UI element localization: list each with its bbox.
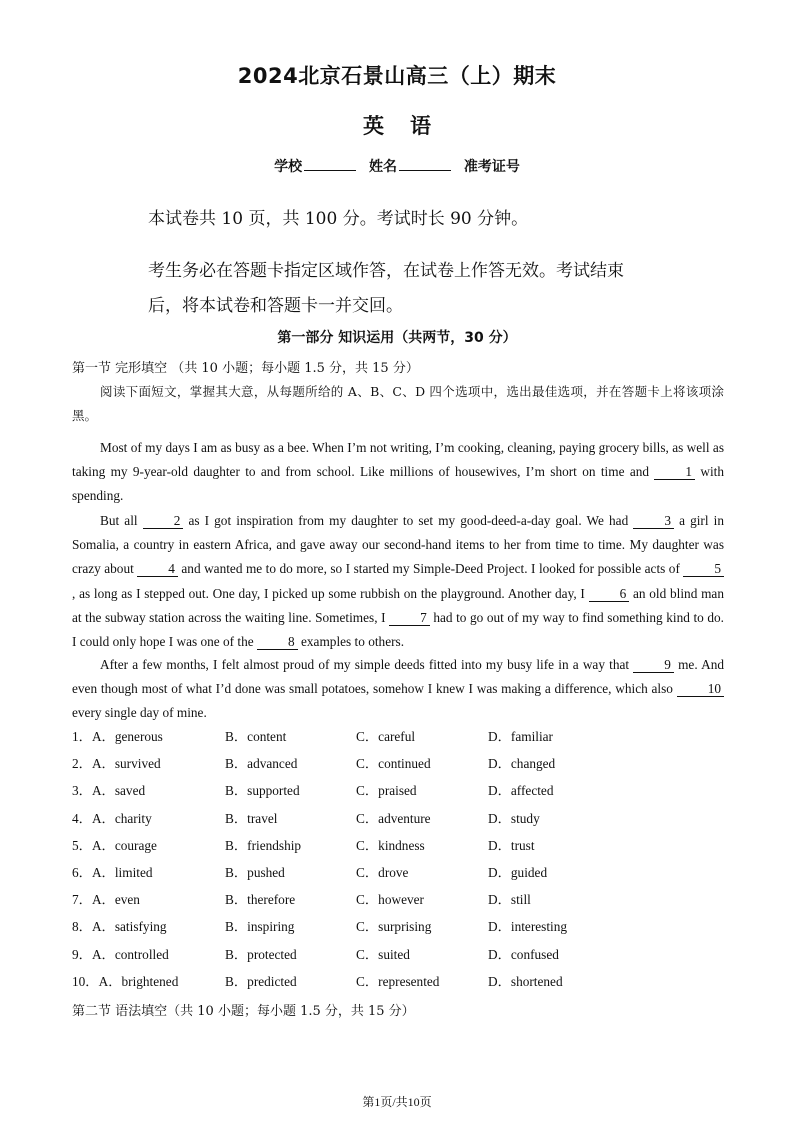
option-c: C．however <box>356 892 424 908</box>
school-label: 学校 <box>274 159 303 175</box>
option-c: C．represented <box>356 973 440 989</box>
option-c: C．surprising <box>356 919 432 935</box>
option-a: 1．A．generous <box>72 729 163 744</box>
option-c: C．praised <box>356 783 417 799</box>
option-row-7 <box>72 889 732 916</box>
option-a: 7．A．even <box>72 892 140 908</box>
option-c: C．suited <box>356 946 410 962</box>
option-row-9 <box>72 944 732 971</box>
option-d: D．still <box>488 892 531 908</box>
part1-title: 第一部分 知识运用（共两节，30 分） <box>277 330 517 346</box>
option-a: 2．A．survived <box>72 756 161 772</box>
blank-4: 4 <box>137 562 178 577</box>
notice-line-2: 考生务必在答题卡指定区域作答，在试卷上作答无效。考试结束 <box>148 261 624 281</box>
option-b: B．protected <box>225 946 297 962</box>
blank-10: 10 <box>677 682 724 697</box>
option-a: 5．A．courage <box>72 837 157 853</box>
notice-line-1: 本试卷共 10 页，共 100 分。考试时长 90 分钟。 <box>148 209 529 229</box>
option-d: D．trust <box>488 837 535 853</box>
name-label: 姓名 <box>369 159 397 175</box>
option-b: B．travel <box>225 810 278 826</box>
blank-5: 5 <box>683 562 724 577</box>
blank-2: 2 <box>143 514 184 529</box>
blank-9: 9 <box>633 658 674 673</box>
passage-paragraph-1: Most of my days I am as busy as a bee. When I’m not writing, I’m cooking, cleaning, paying grocery bills, as well as taking my 9-year-old daughter to and from school. Like millions of housewives, I’m short on time and 1 with spending. <box>72 440 724 504</box>
student-info-fields <box>0 156 794 176</box>
blank-7: 7 <box>389 611 430 626</box>
option-c: C．kindness <box>356 837 425 853</box>
option-b: B．advanced <box>225 756 298 772</box>
option-row-1 <box>72 726 732 753</box>
option-row-8 <box>72 916 732 943</box>
option-row-6 <box>72 862 732 889</box>
option-d: D．changed <box>488 756 556 772</box>
section2-title: 第二节 语法填空（共 10 小题；每小题 1.5 分，共 15 分） <box>72 1004 415 1019</box>
option-b: B．supported <box>225 783 300 799</box>
section1-instruction <box>72 380 724 428</box>
subject-title: 英语 <box>363 114 457 138</box>
section1-title: 第一节 完形填空 （共 10 小题；每小题 1.5 分，共 15 分） <box>72 361 419 376</box>
notice-line-3: 后，将本试卷和答题卡一并交回。 <box>148 296 403 316</box>
option-b: B．therefore <box>225 892 296 908</box>
option-d: D．affected <box>488 783 554 799</box>
option-a: 8．A．satisfying <box>72 919 167 935</box>
blank-1: 1 <box>654 465 695 480</box>
name-blank <box>399 158 451 171</box>
option-row-2 <box>72 753 732 780</box>
option-a: 9．A．controlled <box>72 946 169 962</box>
option-a: 10．A．brightened <box>72 973 179 989</box>
option-d: D．interesting <box>488 919 568 935</box>
option-d: D．confused <box>488 946 559 962</box>
exam-id-label: 准考证号 <box>463 159 520 175</box>
option-d: D．study <box>488 810 540 826</box>
option-a: 3．A．saved <box>72 783 146 799</box>
option-b: B．predicted <box>225 973 297 989</box>
option-d: D．guided <box>488 864 548 880</box>
option-b: B．friendship <box>225 837 302 853</box>
instruction-text: 阅读下面短文，掌握其大意，从每题所给的 A、B、C、D 四个选项中，选出最佳选项，并在答题卡上将该项涂黑。 <box>72 384 724 424</box>
option-row-4 <box>72 808 732 835</box>
options-list <box>72 726 732 998</box>
page-number: 第1页/共10页 <box>362 1095 432 1109</box>
option-row-10 <box>72 971 732 998</box>
option-b: B．inspiring <box>225 919 295 935</box>
option-a: 6．A．limited <box>72 864 153 880</box>
blank-6: 6 <box>589 587 630 602</box>
option-c: C．continued <box>356 756 431 772</box>
option-row-5 <box>72 835 732 862</box>
passage-paragraph-3: After a few months, I felt almost proud of my simple deeds fitted into my busy life in a way that 9 me. And even though most of what I’d done was small potatoes, somehow I knew I was making a difference, which also 10 every single day of mine. <box>72 657 724 721</box>
option-c: C．drove <box>356 864 409 880</box>
exam-title: 2024北京石景山高三（上）期末 <box>237 64 557 88</box>
passage-paragraph-2: But all 2 as I got inspiration from my daughter to set my good-deed-a-day goal. We had 3 a girl in Somalia, a country in eastern Africa, and gave away our second-hand items to her from time to time. My daughter was crazy about 4 and wanted me to do more, so I started my Simple-Deed Project. I looked for possible acts of 5, as long as I stepped out. One day, I picked up some rubbish on the playground. Another day, I 6 an old blind man at the subway station across the waiting line. Sometimes, I 7 had to go out of my way to find something kind to do. I could only hope I was one of the 8 examples to others. <box>72 513 724 650</box>
option-a: 4．A．charity <box>72 810 152 826</box>
option-b: B．pushed <box>225 864 285 880</box>
option-d: D．familiar <box>488 729 553 744</box>
option-c: C．adventure <box>356 810 431 826</box>
blank-8: 8 <box>257 635 298 650</box>
school-blank <box>304 158 356 171</box>
option-row-3 <box>72 780 732 807</box>
option-d: D．shortened <box>488 973 563 989</box>
option-b: B．content <box>225 729 287 744</box>
option-c: C．careful <box>356 729 416 744</box>
blank-3: 3 <box>633 514 674 529</box>
